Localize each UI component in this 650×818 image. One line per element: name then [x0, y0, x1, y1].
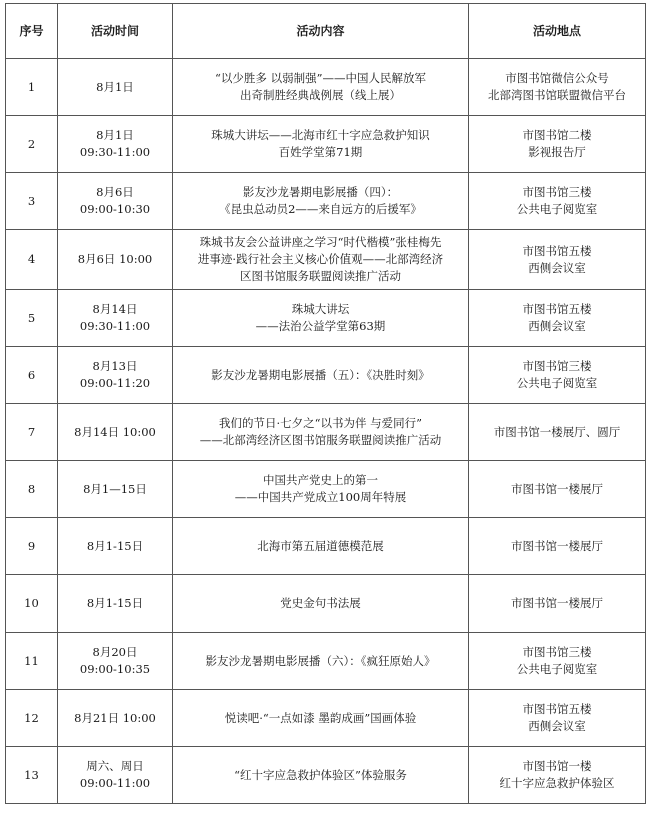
cell-place-line: 市图书馆一楼展厅、圆厅	[493, 424, 621, 439]
cell-time	[58, 173, 173, 230]
cell-content-line: 进事迹·践行社会主义核心价值观——北部湾经济	[197, 252, 444, 266]
cell-no: 5	[6, 290, 58, 347]
cell-time	[58, 59, 173, 116]
cell-time-line: 8月20日	[92, 645, 138, 659]
cell-content-line: “以少胜多 以弱制强”——中国人民解放军	[215, 71, 426, 85]
header-place: 活动地点	[469, 4, 646, 59]
table-row	[6, 633, 646, 690]
cell-time-line: 周六、周日	[86, 759, 144, 773]
cell-place-line: 公共电子阅览室	[516, 202, 598, 216]
cell-content	[173, 747, 469, 804]
cell-place-line: 西侧会议室	[528, 319, 586, 333]
cell-no: 7	[6, 404, 58, 461]
cell-content-line: 珠城大讲坛——北海市红十字应急救护知识	[211, 128, 430, 142]
cell-content-line: 北海市第五届道德模范展	[257, 538, 384, 553]
cell-place-line: 公共电子阅览室	[516, 376, 598, 390]
cell-place	[469, 575, 646, 633]
cell-place-line: 市图书馆二楼	[522, 128, 592, 142]
cell-place	[469, 633, 646, 690]
cell-content-line: 影友沙龙暑期电影展播（四）：	[242, 185, 399, 199]
cell-no: 10	[6, 575, 58, 633]
cell-time	[58, 690, 173, 747]
header-no: 序号	[6, 4, 58, 59]
cell-place-line: 市图书馆三楼	[522, 359, 592, 373]
cell-no: 8	[6, 461, 58, 518]
cell-place	[469, 116, 646, 173]
cell-content	[173, 230, 469, 290]
cell-time	[58, 747, 173, 804]
table-row	[6, 116, 646, 173]
cell-place	[469, 347, 646, 404]
cell-no: 4	[6, 230, 58, 290]
cell-content-line: “红十字应急救护体验区”体验服务	[234, 767, 407, 782]
cell-time-line: 8月1-15日	[86, 538, 144, 553]
cell-content	[173, 575, 469, 633]
cell-place-line: 市图书馆五楼	[522, 243, 592, 258]
cell-place	[469, 173, 646, 230]
cell-time	[58, 633, 173, 690]
cell-content-line: 百姓学堂第71期	[278, 145, 363, 159]
cell-content	[173, 461, 469, 518]
cell-place	[469, 461, 646, 518]
cell-place	[469, 518, 646, 575]
header-row	[6, 4, 646, 59]
cell-no: 2	[6, 116, 58, 173]
cell-content	[173, 633, 469, 690]
cell-no: 12	[6, 690, 58, 747]
cell-content	[173, 290, 469, 347]
cell-time-line: 8月6日	[96, 185, 134, 199]
activity-table	[5, 3, 646, 804]
cell-time	[58, 518, 173, 575]
cell-time-line: 8月13日	[92, 359, 138, 373]
cell-place-line: 西侧会议室	[528, 260, 586, 275]
cell-place-line: 市图书馆微信公众号	[505, 71, 609, 85]
cell-time	[58, 290, 173, 347]
cell-place-line: 市图书馆一楼展厅	[511, 538, 603, 553]
cell-content	[173, 518, 469, 575]
cell-time-line: 8月1日	[96, 79, 134, 94]
cell-place-line: 影视报告厅	[528, 145, 586, 159]
cell-no: 13	[6, 747, 58, 804]
cell-content	[173, 347, 469, 404]
cell-content	[173, 116, 469, 173]
table-row	[6, 290, 646, 347]
cell-place	[469, 230, 646, 290]
cell-place-line: 红十字应急救护体验区	[499, 776, 615, 790]
header-time: 活动时间	[58, 4, 173, 59]
table-row	[6, 747, 646, 804]
cell-place-line: 公共电子阅览室	[516, 662, 598, 676]
table-body	[6, 59, 646, 804]
cell-place-line: 市图书馆一楼	[522, 759, 592, 773]
table-row	[6, 404, 646, 461]
cell-place-line: 市图书馆五楼	[522, 302, 592, 316]
cell-content-line: 悦读吧·“一点如漆 墨韵成画”国画体验	[224, 710, 417, 725]
cell-content-line: 中国共产党史上的第一	[263, 473, 378, 487]
cell-time	[58, 575, 173, 633]
table-row	[6, 518, 646, 575]
cell-place-line: 西侧会议室	[528, 719, 586, 733]
cell-time-line: 8月6日 10:00	[77, 252, 153, 266]
cell-place	[469, 404, 646, 461]
cell-time	[58, 347, 173, 404]
cell-no: 11	[6, 633, 58, 690]
cell-time-line: 09:00-11:20	[79, 376, 151, 390]
table-row	[6, 230, 646, 290]
cell-time-line: 8月14日 10:00	[74, 424, 156, 439]
cell-no: 6	[6, 347, 58, 404]
cell-place	[469, 747, 646, 804]
cell-place	[469, 59, 646, 116]
table-row	[6, 461, 646, 518]
cell-no: 3	[6, 173, 58, 230]
cell-content-line: ——法治公益学堂第63期	[255, 319, 386, 333]
cell-place-line: 市图书馆一楼展厅	[511, 481, 603, 496]
cell-time	[58, 230, 173, 290]
cell-content-line: 影友沙龙暑期电影展播（五）：《决胜时刻》	[211, 367, 430, 382]
table-row	[6, 347, 646, 404]
cell-content-line: 出奇制胜经典战例展（线上展）	[240, 88, 401, 102]
cell-time-line: 8月1—15日	[83, 481, 147, 496]
cell-time-line: 8月1日	[96, 128, 134, 142]
cell-time-line: 09:00-11:00	[79, 776, 151, 790]
cell-content	[173, 59, 469, 116]
cell-time	[58, 461, 173, 518]
cell-place-line: 市图书馆一楼展厅	[511, 596, 603, 610]
cell-content-line: 我们的节日·七夕之“以书为伴 与爱同行”	[218, 416, 423, 430]
cell-content-line: ——北部湾经济区图书馆服务联盟阅读推广活动	[199, 433, 442, 447]
cell-content	[173, 173, 469, 230]
cell-content-line: 影友沙龙暑期电影展播（六）：《疯狂原始人》	[205, 653, 436, 668]
cell-time-line: 09:00-10:35	[79, 662, 151, 676]
cell-content-line: 珠城书友会公益讲座之学习“时代楷模”张桂梅先	[199, 235, 442, 249]
cell-no: 1	[6, 59, 58, 116]
table-row	[6, 690, 646, 747]
cell-time-line: 09:00-10:30	[79, 202, 151, 216]
cell-place-line: 市图书馆三楼	[522, 645, 592, 659]
cell-content-line: 《昆虫总动员2——来自远方的后援军》	[219, 202, 422, 216]
cell-time-line: 8月1-15日	[86, 596, 144, 610]
table-row	[6, 575, 646, 633]
cell-content-line: 党史金句书法展	[280, 596, 361, 610]
cell-time-line: 09:30-11:00	[79, 145, 151, 159]
cell-time-line: 8月14日	[92, 302, 138, 316]
header-content: 活动内容	[173, 4, 469, 59]
cell-place-line: 市图书馆三楼	[522, 185, 592, 199]
cell-content	[173, 690, 469, 747]
cell-content	[173, 404, 469, 461]
cell-time-line: 8月21日 10:00	[74, 710, 156, 725]
table-row	[6, 59, 646, 116]
cell-content-line: 区图书馆服务联盟阅读推广活动	[240, 269, 401, 283]
cell-place	[469, 290, 646, 347]
cell-content-line: ——中国共产党成立100周年特展	[234, 490, 407, 504]
cell-content-line: 珠城大讲坛	[291, 302, 350, 316]
cell-place	[469, 690, 646, 747]
table-row	[6, 173, 646, 230]
cell-place-line: 北部湾图书馆联盟微信平台	[488, 88, 626, 102]
cell-no: 9	[6, 518, 58, 575]
cell-place-line: 市图书馆五楼	[522, 702, 592, 716]
cell-time	[58, 404, 173, 461]
cell-time	[58, 116, 173, 173]
cell-time-line: 09:30-11:00	[79, 319, 151, 333]
